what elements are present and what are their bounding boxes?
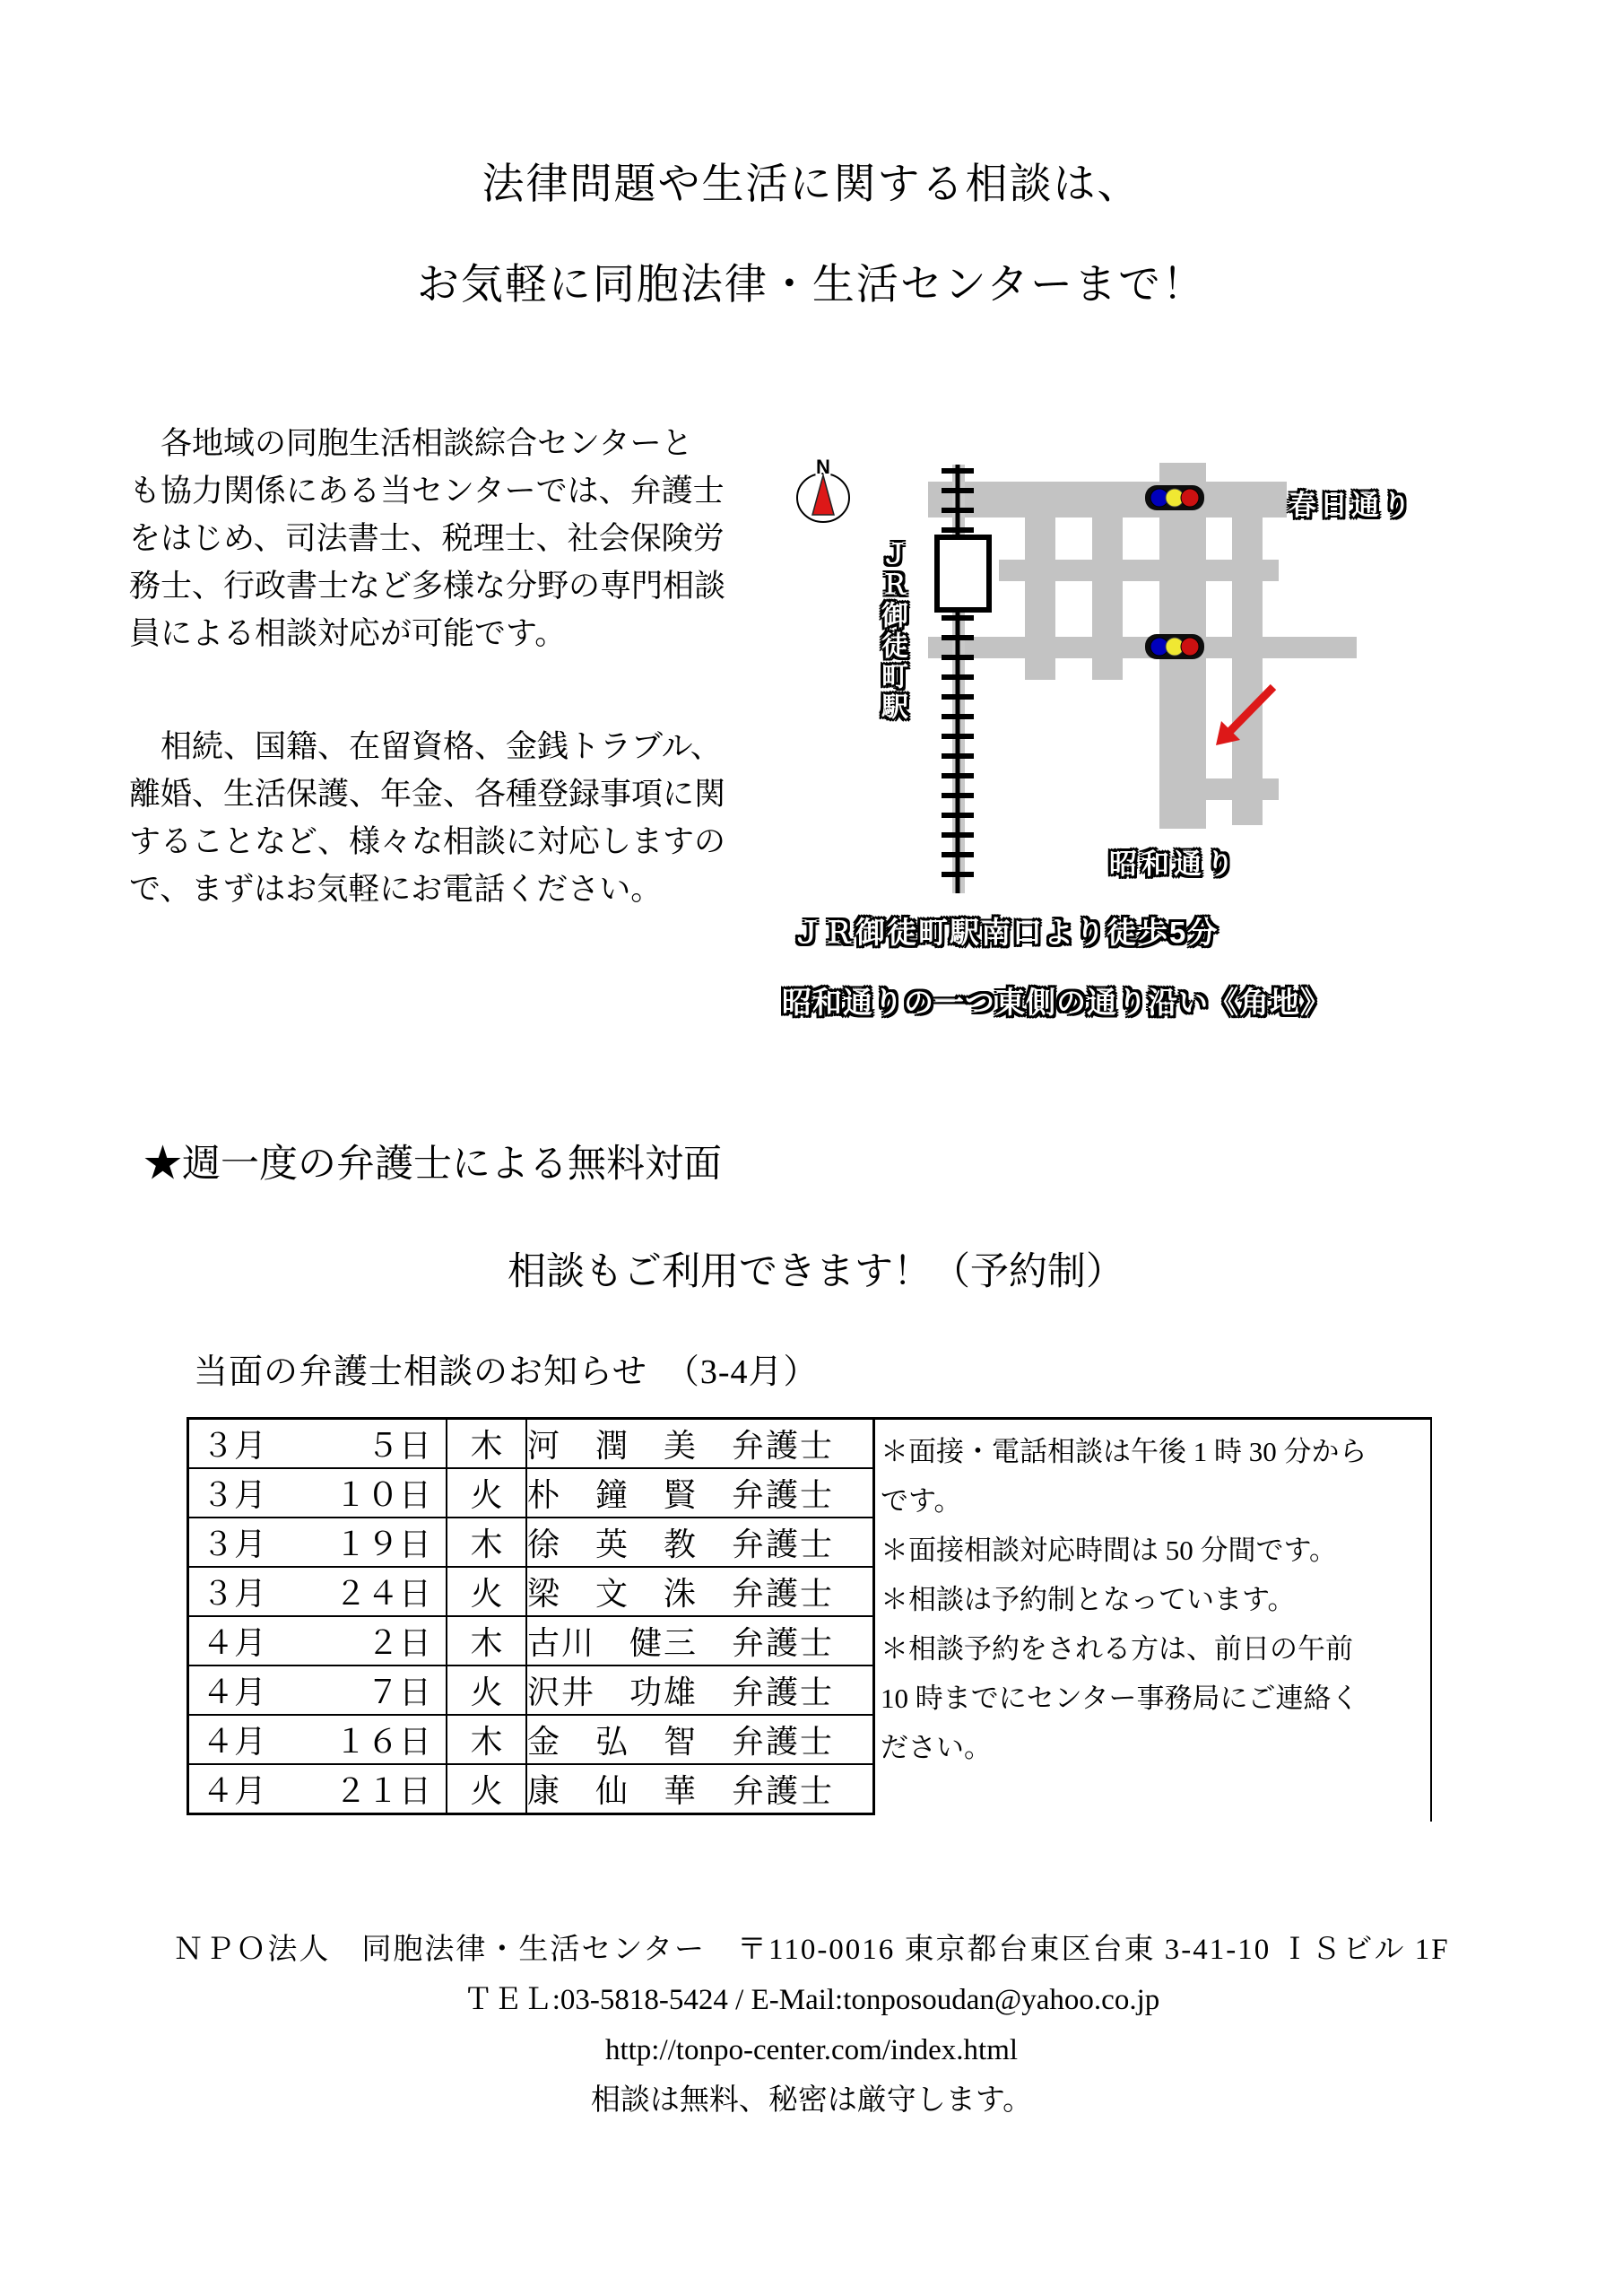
promo-free-consult-line1: ★週一度の弁護士による無料対面 bbox=[143, 1144, 722, 1186]
schedule-lawyer-name: 梁 文 洙 弁護士 bbox=[526, 1567, 874, 1616]
schedule-month: ３月 bbox=[202, 1575, 267, 1612]
promo-free-consult-line2: 相談もご利用できます！（予約制） bbox=[508, 1251, 1124, 1293]
tel-email: ＴＥＬ:03-5818-5424 / E-Mail:tonposoudan@yahoo.co.jp bbox=[463, 1984, 1160, 2016]
schedule-lawyer-name: 沢井 功雄 弁護士 bbox=[526, 1665, 874, 1715]
map-caption-walk: ＪＲ御徒町駅南口より徒歩5分 bbox=[793, 916, 1219, 949]
schedule-weekday: 木 bbox=[447, 1616, 526, 1665]
schedule-lawyer-name: 朴 鐘 賢 弁護士 bbox=[526, 1468, 874, 1518]
schedule-weekday: 木 bbox=[447, 1715, 526, 1764]
table-row bbox=[188, 1468, 874, 1518]
intro-line: 員による相談対応が可能です。 bbox=[129, 616, 567, 651]
schedule-month: ３月 bbox=[202, 1526, 267, 1562]
schedule-day: ７日 bbox=[366, 1674, 431, 1710]
schedule-month: ４月 bbox=[202, 1723, 267, 1760]
showa-street-label: 昭和通り bbox=[1109, 848, 1238, 880]
traffic-light-icon bbox=[1145, 485, 1204, 510]
table-row bbox=[188, 1665, 874, 1715]
road-cross-street bbox=[1191, 778, 1279, 800]
signal-red-lamp bbox=[1181, 638, 1199, 656]
schedule-lawyer-name: 古川 健三 弁護士 bbox=[526, 1616, 874, 1665]
schedule-month: ４月 bbox=[202, 1674, 267, 1710]
intro-line: 各地域の同胞生活相談綜合センターと bbox=[129, 426, 693, 461]
intro-line: も協力関係にある当センターでは、弁護士 bbox=[129, 474, 725, 509]
note-line: ＊相談予約をされる方は、前日の午前 bbox=[881, 1633, 1353, 1665]
intro-line: をはじめ、司法書士、税理士、社会保険労 bbox=[129, 521, 725, 556]
note-line: ＊相談は予約制となっています。 bbox=[881, 1584, 1296, 1615]
station-name-label: ＪＲ御徒町駅 bbox=[877, 540, 907, 723]
signal-red-lamp bbox=[1181, 489, 1199, 507]
footer bbox=[0, 1925, 1623, 2126]
schedule-day: ２１日 bbox=[334, 1772, 431, 1809]
footer-note: 相談は無料、秘密は厳守します。 bbox=[590, 2084, 1033, 2117]
table-row bbox=[188, 1518, 874, 1567]
intro-line: することなど、様々な相談に対応しますの bbox=[129, 824, 726, 859]
table-row bbox=[188, 1715, 874, 1764]
page-title-line1: 法律問題や生活に関する相談は、 bbox=[482, 161, 1141, 208]
note-line: です。 bbox=[881, 1485, 962, 1517]
intro-line: 務士、行政書士など多様な分野の専門相談 bbox=[129, 569, 726, 604]
intro-paragraph-2 bbox=[129, 723, 768, 913]
map-caption-location: 昭和通りの一つ東側の通り沿い《角地》 bbox=[782, 986, 1331, 1019]
road-cross-street bbox=[928, 637, 1357, 658]
note-line: 10 時までにセンター事務局にご連絡く bbox=[881, 1683, 1359, 1714]
compass-north-label: N bbox=[816, 456, 830, 478]
note-line: ださい。 bbox=[881, 1732, 992, 1763]
org-name-address: ＮＰＯ法人 同胞法律・生活センター 〒110-0016 東京都台東区台東 3-41-10 ＩＳビル 1F bbox=[173, 1934, 1450, 1966]
table-row bbox=[188, 1419, 874, 1469]
traffic-light-icon bbox=[1145, 634, 1204, 659]
table-row bbox=[188, 1616, 874, 1665]
schedule-weekday: 木 bbox=[447, 1518, 526, 1567]
schedule-heading: 当面の弁護士相談のお知らせ （3-4月） bbox=[194, 1353, 819, 1391]
schedule-month: ４月 bbox=[202, 1624, 267, 1661]
note-line: ＊面接・電話相談は午後 1 時 30 分から bbox=[881, 1436, 1367, 1467]
intro-paragraph-1 bbox=[129, 420, 768, 657]
schedule-day: １０日 bbox=[334, 1476, 431, 1513]
schedule-section bbox=[187, 1417, 1433, 1817]
compass-icon bbox=[797, 456, 849, 522]
compass-needle bbox=[812, 475, 834, 515]
intro-line: 相続、国籍、在留資格、金銭トラブル、 bbox=[129, 729, 722, 764]
schedule-lawyer-name: 金 弘 智 弁護士 bbox=[526, 1715, 874, 1764]
schedule-weekday: 火 bbox=[447, 1764, 526, 1814]
website-url: http://tonpo-center.com/index.html bbox=[604, 2034, 1019, 2066]
lawyer-schedule-table bbox=[187, 1417, 875, 1815]
schedule-weekday: 火 bbox=[447, 1468, 526, 1518]
table-row bbox=[188, 1764, 874, 1814]
intro-line: で、まずはお気軽にお電話ください。 bbox=[129, 872, 663, 907]
schedule-weekday: 火 bbox=[447, 1567, 526, 1616]
road-cross-street bbox=[999, 560, 1279, 581]
schedule-month: ４月 bbox=[202, 1772, 267, 1809]
schedule-day: ２日 bbox=[366, 1624, 431, 1661]
schedule-lawyer-name: 河 潤 美 弁護士 bbox=[526, 1419, 874, 1469]
schedule-weekday: 木 bbox=[447, 1419, 526, 1469]
kasuga-street-label: 春日通り bbox=[1289, 490, 1414, 521]
schedule-lawyer-name: 康 仙 華 弁護士 bbox=[526, 1764, 874, 1814]
note-line: ＊面接相談対応時間は 50 分間です。 bbox=[881, 1535, 1338, 1566]
schedule-month: ３月 bbox=[202, 1476, 267, 1513]
page-title-line2: お気軽に同胞法律・生活センターまで！ bbox=[416, 262, 1207, 309]
schedule-weekday: 火 bbox=[447, 1665, 526, 1715]
intro-line: 離婚、生活保護、年金、各種登録事項に関 bbox=[129, 777, 726, 812]
table-row bbox=[188, 1567, 874, 1616]
schedule-day: ５日 bbox=[366, 1427, 431, 1464]
railway-line bbox=[937, 465, 989, 893]
schedule-month: ３月 bbox=[202, 1427, 267, 1464]
station-box bbox=[937, 537, 989, 610]
schedule-day: ２４日 bbox=[334, 1575, 431, 1612]
schedule-day: １９日 bbox=[334, 1526, 431, 1562]
consultation-notes bbox=[866, 1417, 1432, 1822]
schedule-day: １６日 bbox=[334, 1723, 431, 1760]
schedule-lawyer-name: 徐 英 教 弁護士 bbox=[526, 1518, 874, 1567]
